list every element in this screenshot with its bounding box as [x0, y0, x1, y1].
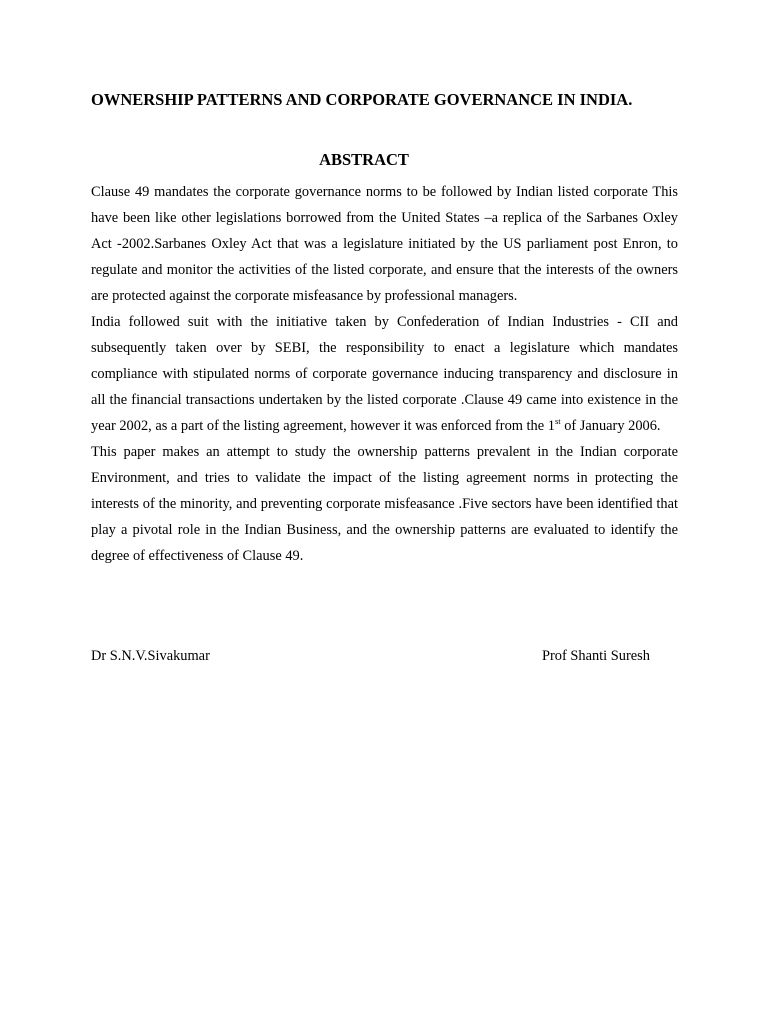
abstract-paragraph: This paper makes an attempt to study the ownership patterns prevalent in the Indian corporate Environment, and tries to validate the impact of the listing agreement norms in protecting the interests of the minority, and preventing corporate misfeasance .Five sectors have been identified that play a pivotal role in the Indian Business, and the ownership patterns are evaluated to identify the degree of effectiveness of Clause 49.: [91, 444, 678, 564]
paragraph-text: India followed suit with the initiative taken by Confederation of Indian Industries - CII and subsequently taken over by SEBI, the responsibility to enact a legislature which mandates compliance with stipulated norms of corporate governance inducing transparency and disclosure in all the financial transactions undertaken by the listed corporate .Clause 49 came into existence in the year 2002, as a part of the listing agreement, however it was enforced from the 1: [91, 314, 678, 434]
abstract-paragraph: [91, 309, 678, 439]
abstract-heading: ABSTRACT: [319, 150, 409, 169]
ordinal-superscript: st: [554, 416, 561, 426]
document-title: OWNERSHIP PATTERNS AND CORPORATE GOVERNANCE IN INDIA.: [91, 90, 633, 109]
abstract-body: [91, 179, 678, 569]
author-name: Dr S.N.V.Sivakumar: [91, 648, 210, 664]
author-name: Prof Shanti Suresh: [542, 648, 650, 664]
abstract-paragraph: Clause 49 mandates the corporate governance norms to be followed by Indian listed corporate This have been like other legislations borrowed from the United States –a replica of the Sarbanes Oxley Act -2002.Sarbanes Oxley Act that was a legislature initiated by the US parliament post Enron, to regulate and monitor the activities of the listed corporate, and ensure that the interests of the owners are protected against the corporate misfeasance by professional managers.: [91, 184, 678, 304]
paragraph-text: of January 2006.: [560, 418, 661, 434]
